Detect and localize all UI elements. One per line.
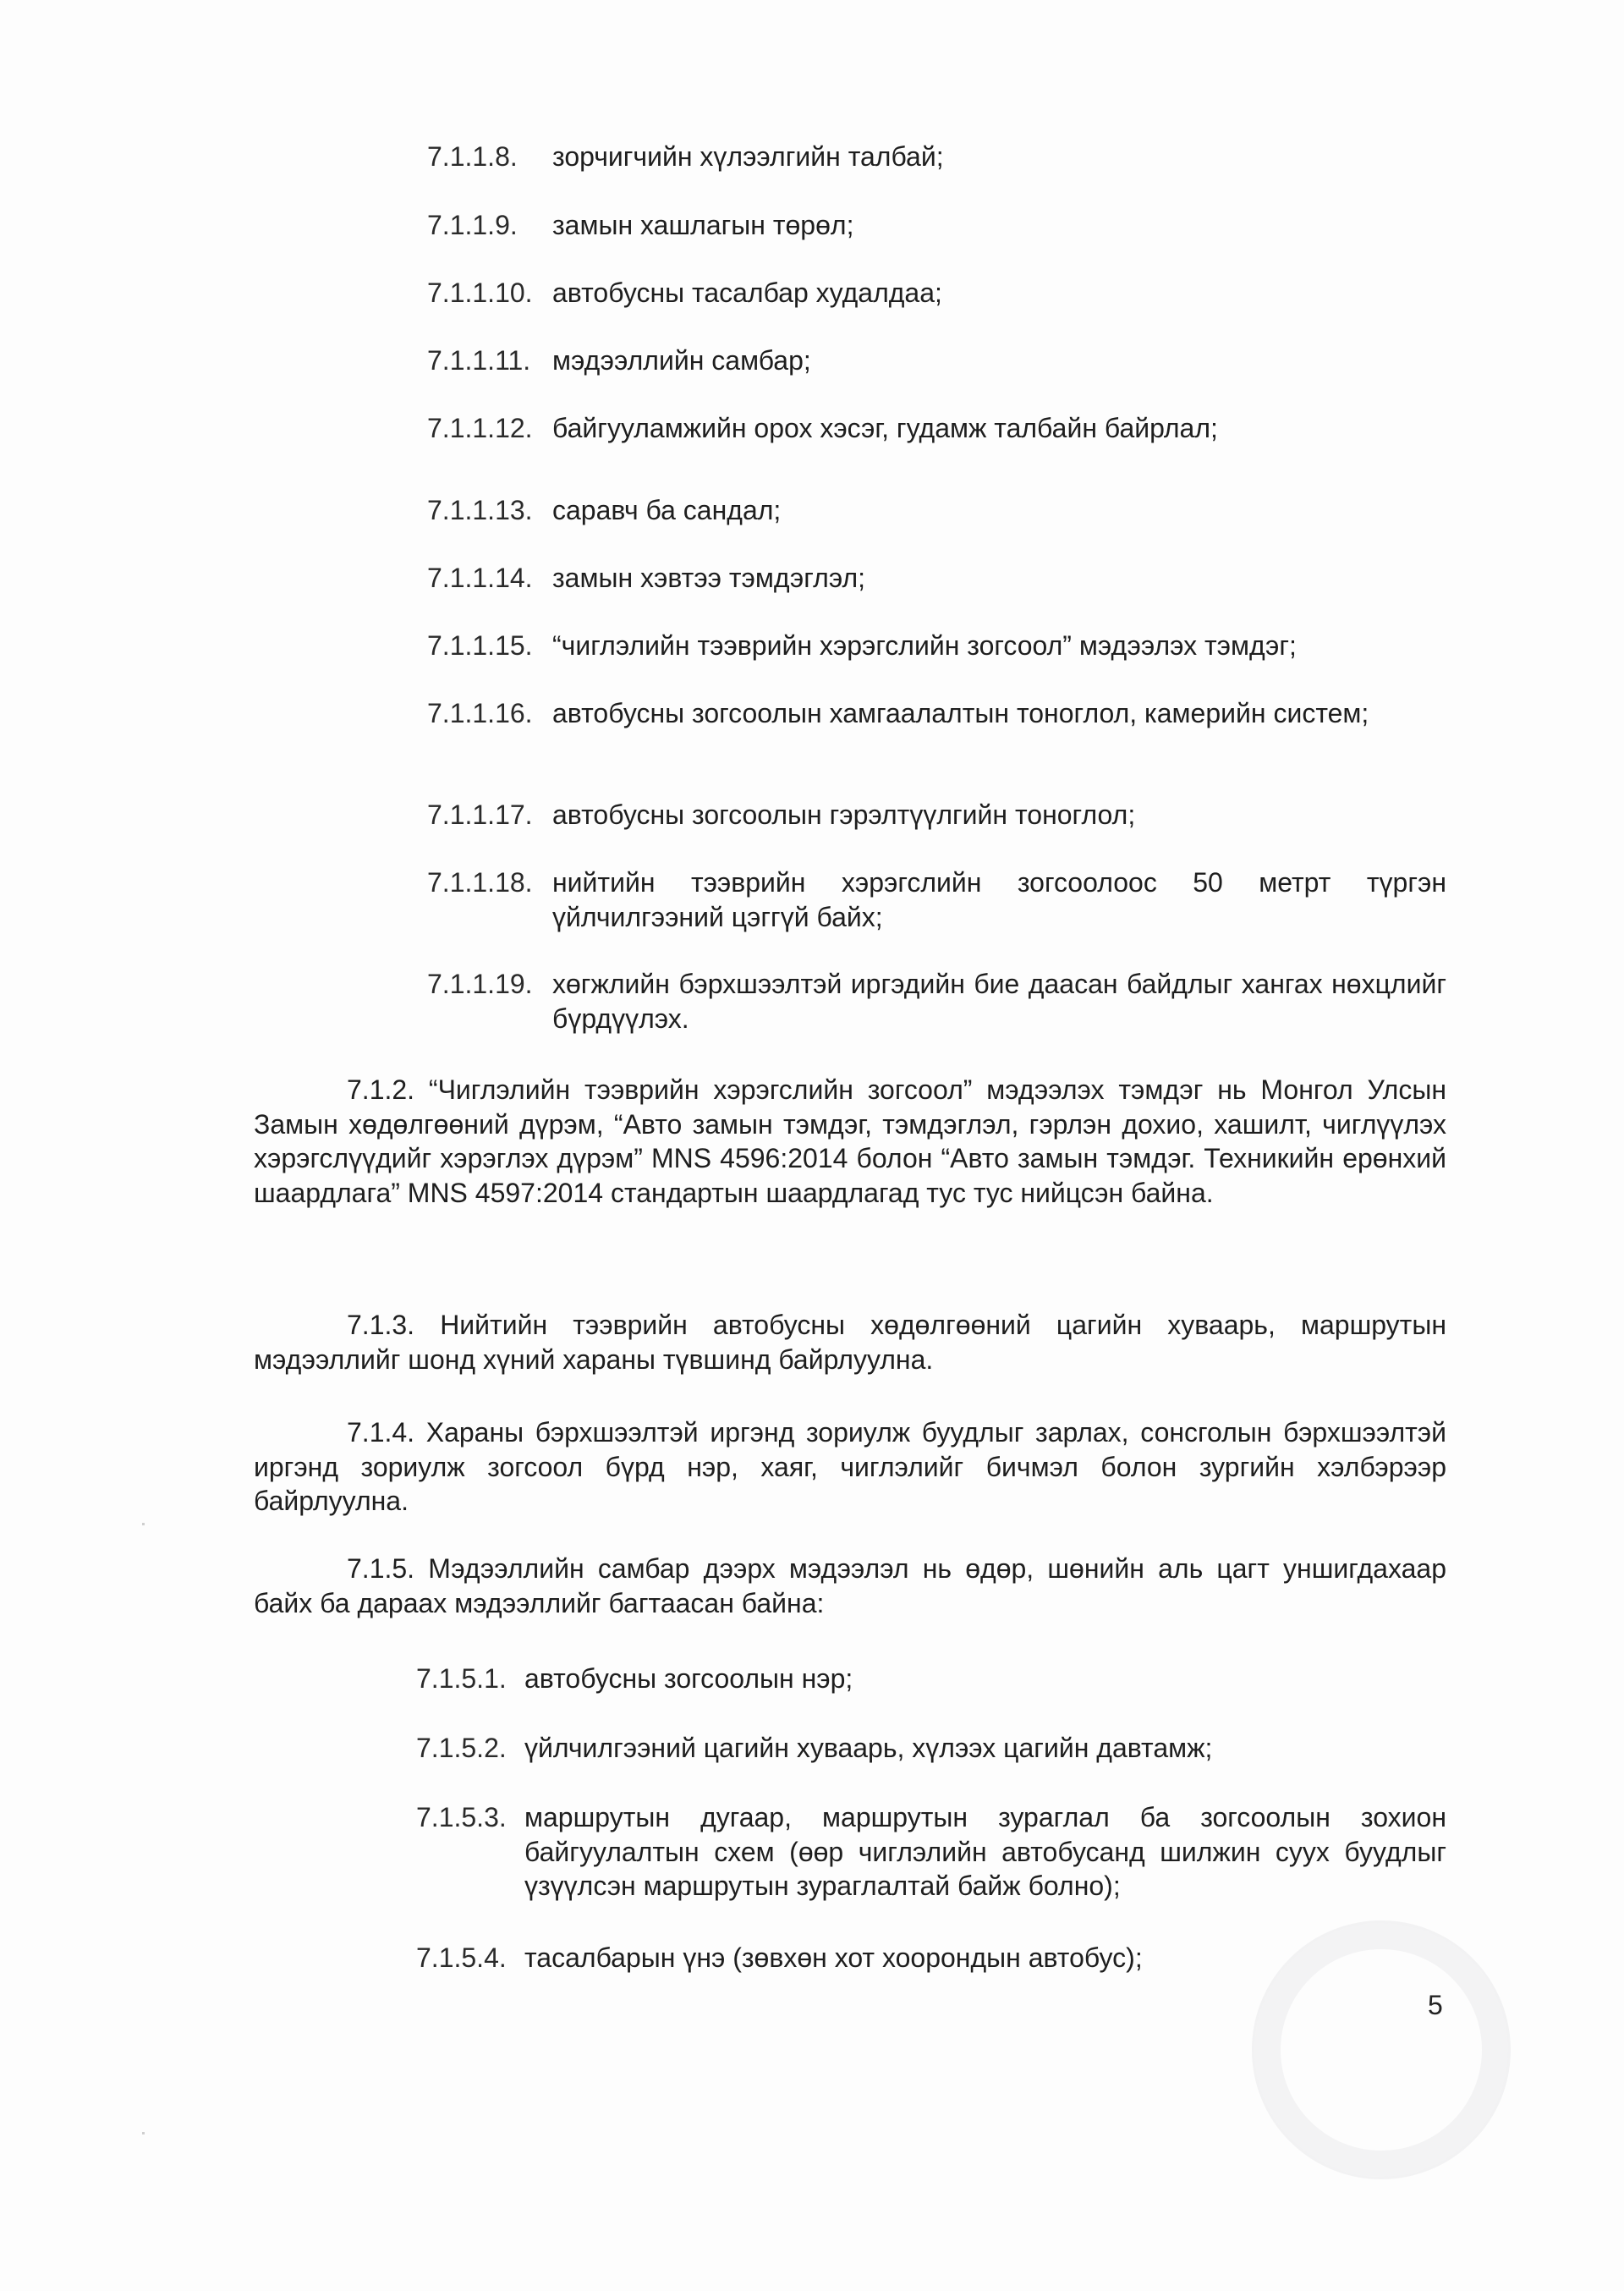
item-text: нийтийн тээврийн хэрэгслийн зогсоолоос 50 метрт түргэн үйлчилгээний цэггүй байх;	[552, 867, 1446, 932]
scan-speck	[142, 1523, 145, 1525]
paragraph-7-1-5	[254, 1552, 1446, 1620]
list-item-7-1-5-1	[416, 1662, 1446, 1696]
item-number: 7.1.1.15.	[427, 630, 533, 661]
paragraph-text: “Чиглэлийн тээврийн хэрэгслийн зогсоол” мэдээлэх тэмдэг нь Монгол Улсын Замын хөдөлгөөний дүрэм, “Авто замын тэмдэг, тэмдэглэл, гэрлэн дохио, хашилт, чиглүүлэх хэрэгслүүдийг хэрэглэх дүрэм” MNS 4596:2014 болон “Авто замын тэмдэг. Техникийн ерөнхий шаардлага” MNS 4597:2014 стандартын шаардлагад тус тус нийцсэн байна.	[254, 1074, 1447, 1208]
item-text: автобусны зогсоолын нэр;	[524, 1663, 853, 1694]
item-number: 7.1.1.12.	[427, 413, 533, 443]
item-text: маршрутын дугаар, маршрутын зураглал ба зогсоолын зохион байгуулалтын схем (өөр чиглэлийн автобусанд шилжин суух буудлыг үзүүлсэн маршрутын зураглалтай байж болно);	[524, 1802, 1446, 1901]
item-text: хөгжлийн бэрхшээлтэй иргэдийн бие даасан байдлыг хангах нөхцлийг бүрдүүлэх.	[552, 969, 1446, 1034]
paragraph-text: Нийтийн тээврийн автобусны хөдөлгөөний цагийн хуваарь, маршрутын мэдээллийг шонд хүний хараны түвшинд байрлуулна.	[254, 1310, 1446, 1375]
item-text: тасалбарын үнэ (зөвхөн хот хоорондын автобус);	[524, 1942, 1143, 1973]
item-number: 7.1.1.13.	[427, 495, 533, 525]
item-number: 7.1.1.10.	[427, 277, 533, 308]
item-number: 7.1.5.3.	[416, 1802, 507, 1832]
list-item-7-1-1-8	[427, 140, 1446, 174]
item-number: 7.1.1.19.	[427, 969, 533, 999]
list-item-7-1-1-17	[427, 798, 1446, 832]
list-item-7-1-5-3	[416, 1800, 1446, 1904]
list-item-7-1-1-11	[427, 343, 1446, 378]
item-text: байгууламжийн орох хэсэг, гудамж талбайн байрлал;	[552, 413, 1218, 443]
paragraph-number: 7.1.2.	[347, 1074, 415, 1105]
item-text: мэдээллийн самбар;	[552, 345, 811, 376]
item-text: үйлчилгээний цагийн хуваарь, хүлээх цагийн давтамж;	[524, 1733, 1213, 1763]
paragraph-text: Мэдээллийн самбар дээрх мэдээлэл нь өдөр, шөнийн аль цагт уншигдахаар байх ба дараах мэдээллийг багтаасан байна:	[254, 1553, 1447, 1618]
item-number: 7.1.1.16.	[427, 698, 533, 728]
item-number: 7.1.1.9.	[427, 210, 518, 240]
item-number: 7.1.1.14.	[427, 563, 533, 593]
list-item-7-1-1-10	[427, 276, 1446, 310]
paragraph-number: 7.1.3.	[347, 1310, 415, 1340]
list-item-7-1-1-14	[427, 561, 1446, 596]
item-number: 7.1.1.18.	[427, 867, 533, 898]
item-number: 7.1.1.17.	[427, 799, 533, 830]
paragraph-text: Хараны бэрхшээлтэй иргэнд зориулж буудлыг зарлах, сонсголын бэрхшээлтэй иргэнд зориулж зогсоол бүрд нэр, хаяг, чиглэлийг бичмэл болон зургийн хэлбэрээр байрлуулна.	[254, 1417, 1447, 1516]
paragraph-7-1-2	[254, 1073, 1446, 1210]
list-item-7-1-1-19	[427, 967, 1446, 1036]
list-item-7-1-1-12	[427, 411, 1446, 446]
list-item-7-1-1-9	[427, 208, 1446, 243]
item-number: 7.1.5.4.	[416, 1942, 507, 1973]
item-text: замын хэвтээ тэмдэглэл;	[552, 563, 866, 593]
item-number: 7.1.5.2.	[416, 1733, 507, 1763]
item-number: 7.1.1.11.	[427, 345, 531, 376]
list-item-7-1-1-16	[427, 696, 1446, 731]
paragraph-number: 7.1.4.	[347, 1417, 415, 1448]
item-text: саравч ба сандал;	[552, 495, 782, 525]
paragraph-7-1-4	[254, 1415, 1446, 1519]
page-number: 5	[1428, 1990, 1443, 2020]
paragraph-7-1-3	[254, 1308, 1446, 1376]
list-item-7-1-1-18	[427, 865, 1446, 934]
item-text: автобусны тасалбар худалдаа;	[552, 277, 942, 308]
paragraph-number: 7.1.5.	[347, 1553, 415, 1584]
item-text: автобусны зогсоолын гэрэлтүүлгийн тоноглол;	[552, 799, 1136, 830]
list-item-7-1-1-13	[427, 493, 1446, 528]
item-number: 7.1.5.1.	[416, 1663, 507, 1694]
item-text: зорчигчийн хүлээлгийн талбай;	[552, 141, 944, 172]
faint-stamp-seal	[1252, 1920, 1511, 2179]
scan-speck	[142, 2132, 145, 2134]
list-item-7-1-1-15	[427, 629, 1446, 663]
item-text: “чиглэлийн тээврийн хэрэгслийн зогсоол” мэдээлэх тэмдэг;	[552, 630, 1297, 661]
list-item-7-1-5-2	[416, 1731, 1446, 1766]
item-number: 7.1.1.8.	[427, 141, 518, 172]
item-text: автобусны зогсоолын хамгаалалтын тоноглол, камерийн систем;	[552, 698, 1369, 728]
item-text: замын хашлагын төрөл;	[552, 210, 854, 240]
